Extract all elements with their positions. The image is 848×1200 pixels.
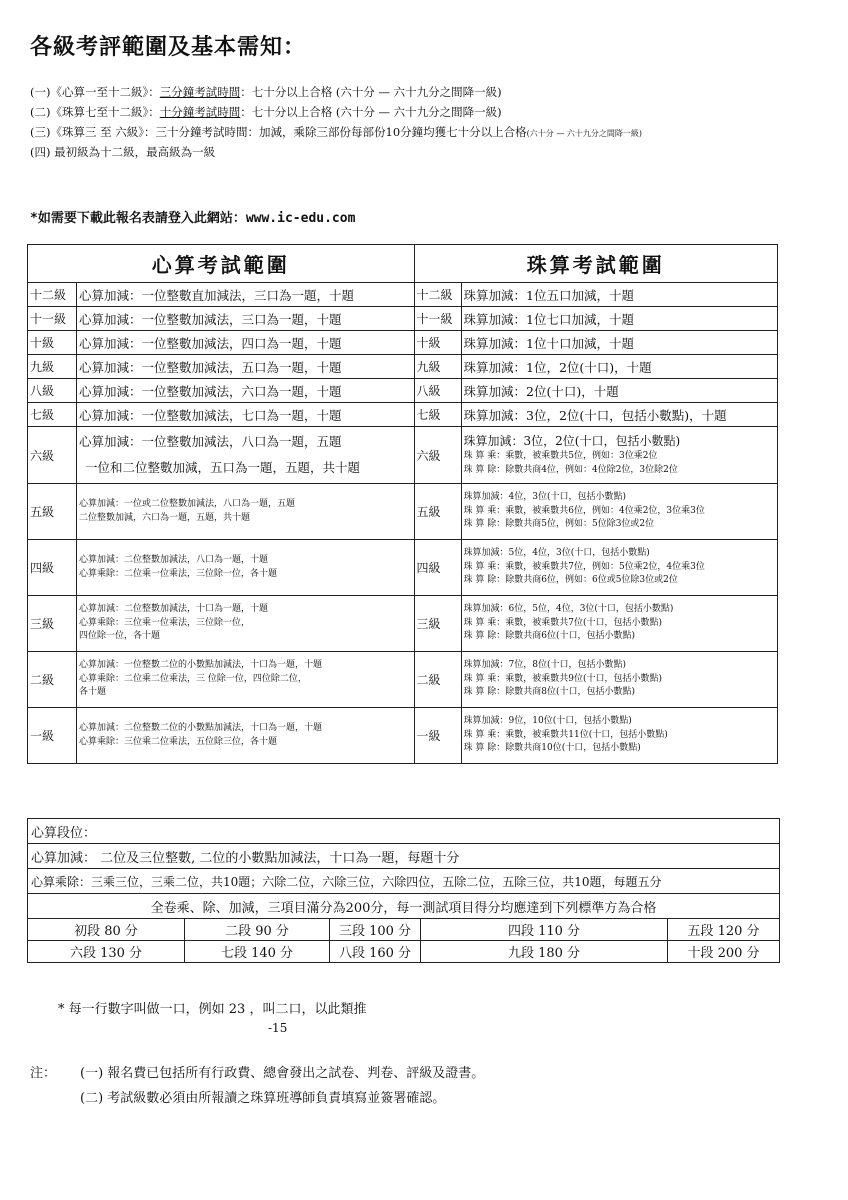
mental-level-cell: 三級 xyxy=(28,596,77,652)
mental-scope-cell xyxy=(77,484,415,540)
abacus-scope-line: 珠 算 除：除數共商10位(十口，包括小數點) xyxy=(463,743,641,754)
abacus-scope-line: 珠 算 除：除數共商4位，例如：4位除2位，3位除2位 xyxy=(463,465,678,476)
mental-level-cell: 一級 xyxy=(28,708,77,764)
abacus-level-cell: 七級 xyxy=(414,403,461,427)
mental-scope-line: 心算加減：一位整數加減法，六口為一題，十題 xyxy=(79,383,342,399)
abacus-scope-line: 珠算加減：3位，2位(十口，包括小數點) xyxy=(463,433,681,448)
grade-cell: 九段 180 分 xyxy=(421,941,668,963)
mental-scope-cell xyxy=(77,403,415,427)
mental-scope-line: 心算乘除：二位乘二位乘法，三 位除一位，四位除二位， xyxy=(79,673,307,684)
abacus-scope-cell xyxy=(461,596,777,652)
mental-level-cell: 六級 xyxy=(28,427,77,484)
abacus-scope-cell xyxy=(461,540,777,596)
mental-scope-line: 各十題 xyxy=(79,687,107,698)
mental-scope-line: 四位除一位，各十題 xyxy=(79,631,161,642)
abacus-level-cell: 四級 xyxy=(414,540,461,596)
mental-level-cell: 十一級 xyxy=(28,307,77,331)
mental-level-cell: 四級 xyxy=(28,540,77,596)
mental-scope-line: 心算加減：一位整數加減法，四口為一題，十題 xyxy=(79,335,342,351)
abacus-scope-cell xyxy=(461,403,777,427)
abacus-scope-line: 珠算加減：1位七口加減，十題 xyxy=(463,311,634,327)
note-item-2: (二) 考試級數必須由所報讀之珠算班導師負責填寫並簽署確認。 xyxy=(80,1091,446,1106)
grade-cell: 十段 200 分 xyxy=(668,941,780,963)
mental-scope-line: 心算加減：一位整數加減法，五口為一題，十題 xyxy=(79,359,342,375)
table-row xyxy=(28,331,778,355)
abacus-scope-line: 珠 算 乘：乘數，被乘數共11位(十口，包括小數點) xyxy=(463,729,668,740)
abacus-scope-line: 珠算加減：1位，2位(十口)，十題 xyxy=(463,359,652,375)
mental-scope-cell xyxy=(77,331,415,355)
mental-level-cell: 二級 xyxy=(28,652,77,708)
mental-scope-cell xyxy=(77,283,415,307)
abacus-level-cell: 三級 xyxy=(414,596,461,652)
table-row xyxy=(28,540,778,596)
abacus-level-cell: 五級 xyxy=(414,484,461,540)
abacus-scope-line: 珠 算 乘：乘數，被乘數共7位(十口，包括小數點) xyxy=(463,617,662,628)
grade-cell: 四段 110 分 xyxy=(421,919,668,941)
mental-scope-cell xyxy=(77,427,415,484)
rule-line-4: (四) 最初級為十二級，最高級為一級 xyxy=(30,145,216,159)
mental-scope-line: 心算加減：一位整數二位的小數點加減法，十口為一題，十題 xyxy=(79,659,323,670)
mental-scope-cell xyxy=(77,708,415,764)
abacus-scope-line: 珠 算 乘：乘數，被乘數共9位(十口，包括小數點) xyxy=(463,673,662,684)
mental-scope-cell xyxy=(77,596,415,652)
mental-scope-line: 心算加減：一位整數加減法，八口為一題，五題 xyxy=(79,434,342,449)
abacus-scope-cell xyxy=(461,331,777,355)
table-row xyxy=(28,307,778,331)
mental-level-cell: 八級 xyxy=(28,379,77,403)
abacus-scope-cell xyxy=(461,283,777,307)
abacus-scope-line: 珠 算 除：除數共商5位，例如：5位除3位或2位 xyxy=(463,519,655,530)
abacus-scope-line: 珠 算 除：除數共商6位，例如：6位或5位除3位或2位 xyxy=(463,575,678,586)
abacus-scope-cell xyxy=(461,708,777,764)
grade-cell: 初段 80 分 xyxy=(28,919,185,941)
mental-scope-line: 心算乘除：三位乘一位乘法，三位除一位， xyxy=(79,617,251,628)
mental-scope-line: 心算加減：二位整數二位的小數點加減法，十口為一題，十題 xyxy=(79,722,323,733)
mental-scope-cell xyxy=(77,379,415,403)
abacus-level-cell: 十一級 xyxy=(414,307,461,331)
note-item-1: (一) 報名費已包括所有行政費、總會發出之試卷、判卷、評級及證書。 xyxy=(80,1066,485,1081)
abacus-scope-line: 珠算加減：1位十口加減，十題 xyxy=(463,335,634,351)
dan-table xyxy=(27,818,780,963)
table-row xyxy=(28,596,778,652)
table-row xyxy=(28,708,778,764)
dan-line-2: 心算乘除：三乘三位，三乘二位，共10題；六除二位，六除三位，六除四位，五除二位，五除三位，共10題，每題五分 xyxy=(28,869,780,894)
grade-cell: 六段 130 分 xyxy=(28,941,185,963)
rule-line-1: (一)《心算一至十二級》：三分鐘考試時間：七十分以上合格 (六十分 — 六十九分之間降一級) xyxy=(30,85,502,99)
abacus-scope-line: 珠 算 除：除數共商6位(十口，包括小數點) xyxy=(463,631,635,642)
abacus-scope-line: 珠算加減：1位五口加減，十題 xyxy=(463,287,634,303)
table-row xyxy=(28,355,778,379)
abacus-scope-line: 珠算加減：9位，10位(十口，包括小數點) xyxy=(463,715,632,726)
abacus-scope-line: 珠 算 乘：乘數，被乘數共5位，例如：3位乘2位 xyxy=(463,451,658,462)
abacus-level-cell: 六級 xyxy=(414,427,461,484)
table-row xyxy=(28,403,778,427)
abacus-level-cell: 二級 xyxy=(414,652,461,708)
mental-level-cell: 五級 xyxy=(28,484,77,540)
rule-line-3: (三)《珠算三 至 六級》：三十分鐘考試時間：加減，乘除三部份每部份10分鐘均獲七十分以上合格(六十分 — 六十九分之間降一級) xyxy=(30,125,642,139)
abacus-scope-line: 珠 算 乘：乘數，被乘數共6位，例如：4位乘2位，3位乘3位 xyxy=(463,505,705,516)
dan-line-3: 全卷乘、除、加減，三項目滿分為200分，每一測試項目得分均應達到下列標準方為合格 xyxy=(28,894,780,919)
mental-scope-line: 二位整數加減，六口為一題，五題，共十題 xyxy=(79,512,251,523)
grade-cell: 二段 90 分 xyxy=(185,919,330,941)
abacus-header: 珠算考試範圍 xyxy=(414,245,777,283)
abacus-scope-line: 珠算加減：5位，4位，3位(十口，包括小數點) xyxy=(463,547,650,558)
page-number: -15 xyxy=(268,1021,288,1035)
mental-scope-line: 心算加減：一位整數加減法，三口為一題，十題 xyxy=(79,311,342,327)
abacus-level-cell: 十級 xyxy=(414,331,461,355)
abacus-scope-line: 珠 算 乘：乘數，被乘數共7位，例如：5位乘2位，4位乘3位 xyxy=(463,561,705,572)
mental-scope-line: 心算加減：一位或二位整數加減法，八口為一題，五題 xyxy=(79,498,296,509)
table-row xyxy=(28,427,778,484)
mental-scope-line: 心算乘除：二位乘一位乘法，三位除一位，各十題 xyxy=(79,568,278,579)
exam-scope-table xyxy=(27,244,778,764)
mental-scope-line: 心算加減：一位整數加減法，七口為一題，十題 xyxy=(79,407,342,423)
abacus-level-cell: 十二級 xyxy=(414,283,461,307)
grade-cell: 五段 120 分 xyxy=(668,919,780,941)
abacus-scope-cell xyxy=(461,427,777,484)
mental-scope-line: 心算加減：二位整數加減法，十口為一題，十題 xyxy=(79,603,269,614)
mental-level-cell: 九級 xyxy=(28,355,77,379)
mental-level-cell: 十二級 xyxy=(28,283,77,307)
dan-line-1: 心算加減： 二位及三位整數, 二位的小數點加減法，十口為一題，每題十分 xyxy=(28,844,780,869)
grade-cell: 三段 100 分 xyxy=(330,919,421,941)
table-row xyxy=(28,484,778,540)
abacus-scope-line: 珠算加減：6位，5位，4位，3位(十口，包括小數點) xyxy=(463,603,674,614)
mental-scope-cell xyxy=(77,355,415,379)
abacus-scope-cell xyxy=(461,355,777,379)
notes-label: 注： xyxy=(30,1066,57,1081)
table-row xyxy=(28,379,778,403)
dan-header: 心算段位： xyxy=(28,819,780,844)
mental-scope-cell xyxy=(77,652,415,708)
grade-cell: 八段 160 分 xyxy=(330,941,421,963)
abacus-scope-cell xyxy=(461,484,777,540)
abacus-level-cell: 八級 xyxy=(414,379,461,403)
mental-scope-cell xyxy=(77,307,415,331)
rule-line-2: (二)《珠算七至十二級》：十分鐘考試時間：七十分以上合格 (六十分 — 六十九分之間降一級) xyxy=(30,105,502,119)
abacus-scope-cell xyxy=(461,379,777,403)
abacus-level-cell: 九級 xyxy=(414,355,461,379)
mental-scope-line: 心算乘除：三位乘二位乘法，五位除三位，各十題 xyxy=(79,736,278,747)
abacus-scope-line: 珠算加減：4位，3位(十口，包括小數點) xyxy=(463,491,626,502)
table-row xyxy=(28,652,778,708)
mental-scope-line: 心算加減：一位整數直加減法，三口為一題，十題 xyxy=(79,287,355,303)
abacus-scope-line: 珠算加減：2位(十口)，十題 xyxy=(463,383,619,399)
mental-level-cell: 十級 xyxy=(28,331,77,355)
footnote: * 每一行數字叫做一口，例如 23 ，叫二口，以此類推 xyxy=(58,1002,367,1017)
abacus-scope-cell xyxy=(461,307,777,331)
mental-scope-line: 一位和二位整數加減，五口為一題，五題，共十題 xyxy=(85,460,361,475)
abacus-scope-line: 珠 算 除：除數共商8位(十口，包括小數點) xyxy=(463,687,635,698)
mental-scope-cell xyxy=(77,540,415,596)
mental-header: 心算考試範圍 xyxy=(28,245,415,283)
exam-scope-body xyxy=(28,283,778,764)
page-title: 各級考評範圍及基本需知： xyxy=(30,34,307,60)
table-row xyxy=(28,283,778,307)
grade-cell: 七段 140 分 xyxy=(185,941,330,963)
abacus-scope-cell xyxy=(461,652,777,708)
abacus-level-cell: 一級 xyxy=(414,708,461,764)
mental-scope-line: 心算加減：二位整數加減法，八口為一題，十題 xyxy=(79,554,269,565)
mental-level-cell: 七級 xyxy=(28,403,77,427)
download-note: *如需要下載此報名表請登入此網站：www.ic-edu.com xyxy=(30,211,356,226)
abacus-scope-line: 珠算加減：3位，2位(十口，包括小數點)，十題 xyxy=(463,407,727,423)
abacus-scope-line: 珠算加減：7位，8位(十口，包括小數點) xyxy=(463,659,626,670)
